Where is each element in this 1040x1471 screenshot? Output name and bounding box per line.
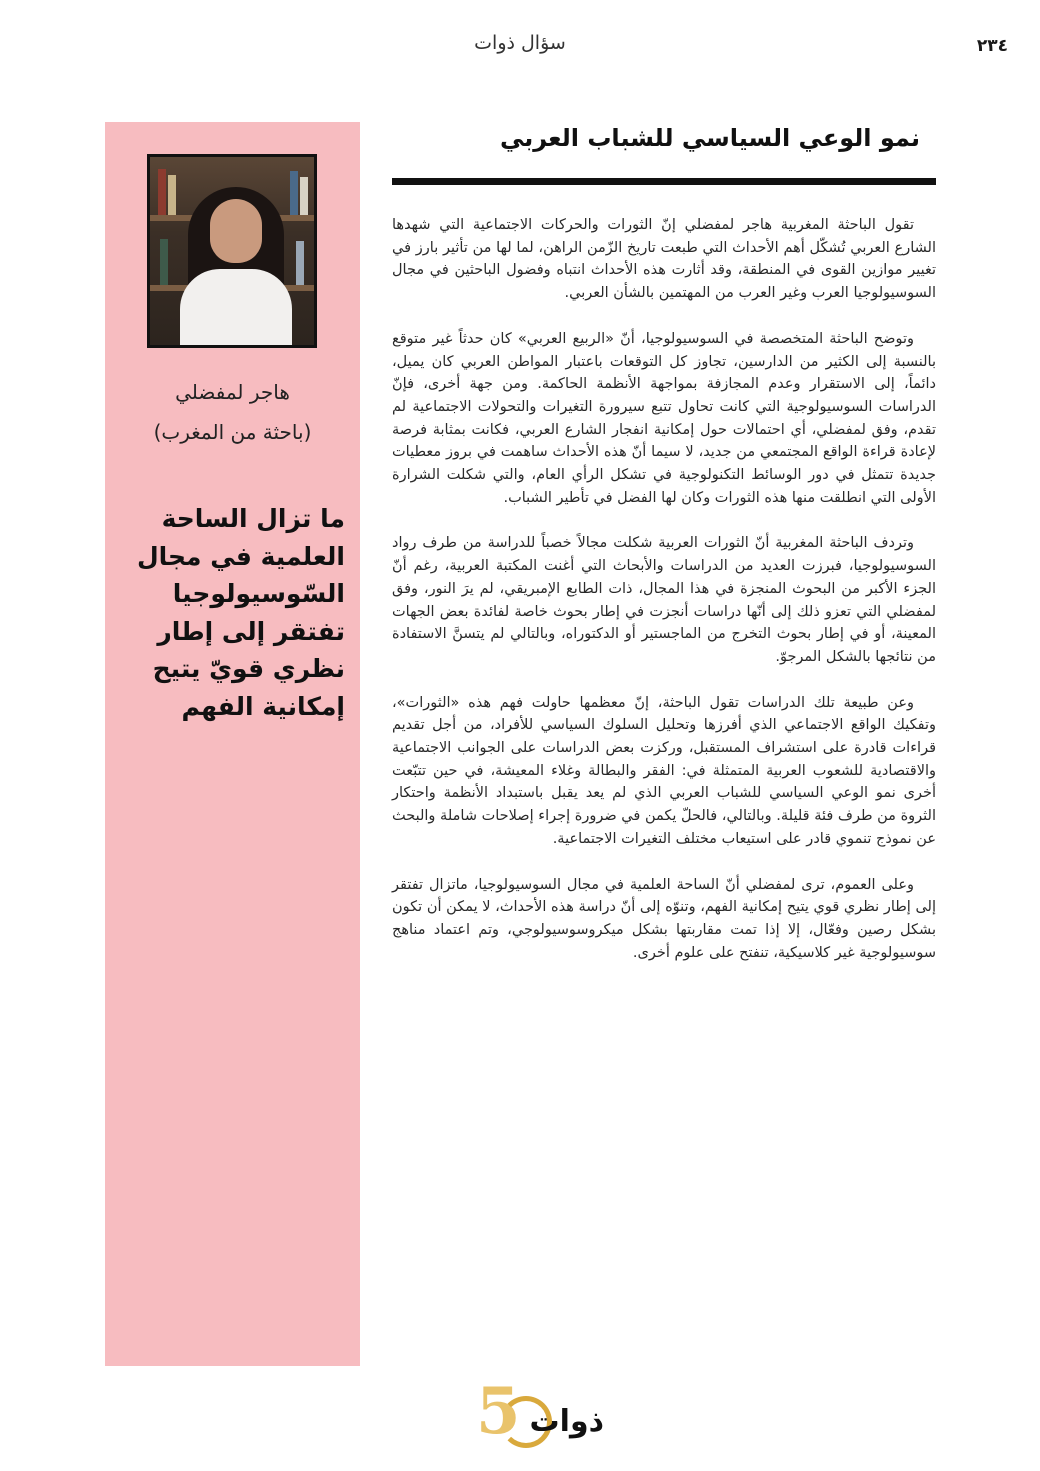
author-sidebar (105, 122, 360, 1366)
article-paragraph: تقول الباحثة المغربية هاجر لمفضلي إنّ الثورات والحركات الاجتماعية التي شهدها الشارع العربي تُشكّل أهم الأحداث التي طبعت تاريخ الزّمن الراهن، لما لها من تأثير بارز في تغيير موازين القوى في المنطقة، وقد أثارت هذه الأحداث انتباه وفضول الباحثين في مجال السوسيولوجيا العرب وغير العرب من المهتمين بالشأن العربي. (392, 217, 936, 302)
article-title: نمو الوعي السياسي للشباب العربي (499, 124, 920, 152)
logo-text: ذوات (529, 1404, 604, 1439)
article-paragraph: وعن طبيعة تلك الدراسات تقول الباحثة، إنّ معظمها حاولت فهم هذه «الثورات»، وتفكيك الواقع الاجتماعي الذي أفرزها وتحليل السلوك السياسي للأفراد، من أجل تقديم قراءات قادرة على استشراف المستقبل، وركزت بعض الدراسات على الجوانب الاجتماعية والاقتصادية للشعوب العربية المتمثلة في: الفقر والبطالة وغلاء المعيشة، في حين تتبّعت أخرى نمو الوعي السياسي للشباب العربي الذي لم يعد يقبل باستبداد الأنظمة واحتكار الثروة من طرف فئة قليلة. وبالتالي، فالحلّ يكمن في ضرورة إجراء إصلاحات شاملة والبحث عن نموذج تنموي قادر على استيعاب مختلف التغيرات الاجتماعية. (392, 694, 936, 847)
dhawat-logo (470, 1374, 610, 1460)
page-number: ٢٣٤ (976, 36, 1008, 56)
author-affiliation: (باحثة من المغرب) (153, 420, 312, 444)
author-photo (147, 154, 317, 348)
article-paragraph: وتوضح الباحثة المتخصصة في السوسيولوجيا، أنّ «الربيع العربي» كان حدثاً غير متوقع بالنسبة إلى الكثير من الدارسين، تجاوز كل التوقعات باعتبار المواطن العربي كان يميل، دائماً، إلى الاستقرار وعدم المجازفة بمواجهة الأنظمة الحاكمة. ومن جهة أخرى، فإنّ الدراسات السوسيولوجية التي كانت تحاول تتبع سيرورة التغيرات والتحولات الاجتماعية لم تقدم، وفق لمفضلي، أي احتمالات حول إمكانية انفجار الشارع العربي، فكانت بمثابة فرصة لإعادة قراءة الواقع المجتمعي من جديد، لا سيما أنّ هذه الأحداث ساهمت في بروز معطيات جديدة تتمثل في دور الوسائط التكنولوجية في تشكل الرأي العام، والتي شكلت الشرارة الأولى التي انطلقت منها هذه الثورات وكان لها الفضل في تأطير الشباب. (392, 330, 936, 506)
article-paragraph: وعلى العموم، ترى لمفضلي أنّ الساحة العلمية في مجال السوسيولوجيا، ماتزال تفتقر إلى إطار نظري قوي يتيح إمكانية الفهم، وتنوّه إلى أنّ دراسة هذه الأحداث، لا يمكن أن تكون بشكل رصين وفعّال، إلا إذا تمت مقاربتها بشكل ميكروسوسيولوجي، وتم اعتماد مناهج سوسيولوجية غير كلاسيكية، تنفتح على علوم أخرى. (392, 876, 936, 961)
article-body (392, 214, 936, 987)
article-paragraph: وتردف الباحثة المغربية أنّ الثورات العربية شكلت مجالاً خصباً للدراسة من طرف رواد السوسيولوجيا، فبرزت العديد من الدراسات والأبحاث التي أغنت المكتبة العربية، رغم أنّ الجزء الأكبر من البحوث المنجزة في هذا المجال، ذات الطابع الإمبريقي، لم يرَ النور، وفق لمفضلي التي تعزو ذلك إلى أنّها دراسات أنجزت في إطار بحوث خاصة لفائدة بعض الجهات المعينة، أو في إطار بحوث التخرج من الماجستير أو الدكتوراه، وبالتالي لم يتسنَّ الاستفادة من نتائجها بالشكل المرجوّ. (392, 535, 936, 665)
pull-quote: ما تزال الساحة العلمية في مجال السّوسيولوجيا تفتقر إلى إطار نظري قويّ يتيح إمكانية الفهم (136, 504, 345, 721)
logo-anniversary-numeral: 5 (476, 1374, 521, 1449)
running-title: سؤال ذوات (474, 32, 566, 54)
page-header (0, 30, 1040, 70)
title-divider (392, 178, 936, 185)
author-name: هاجر لمفضلي (175, 380, 290, 404)
